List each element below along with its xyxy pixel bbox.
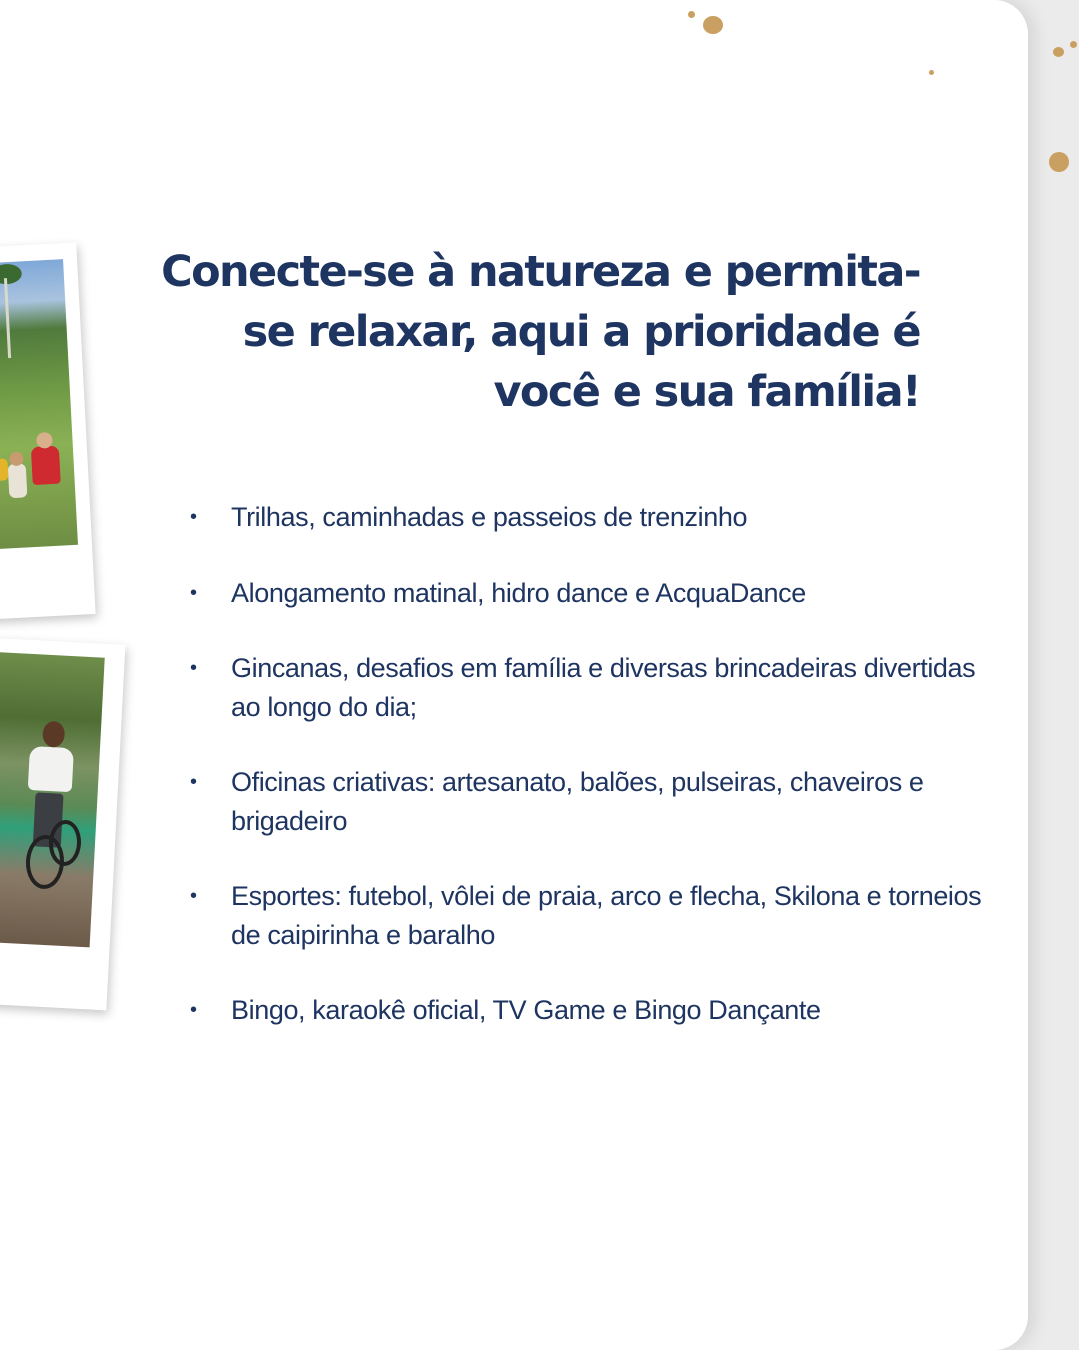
- photo-image: [0, 259, 78, 551]
- yellow-figure: [0, 458, 9, 481]
- gold-splatter-decoration: [688, 11, 695, 18]
- palm-trunk: [4, 278, 11, 358]
- activity-text: Esportes: futebol, vôlei de praia, arco e flecha, Skilona e torneios de caipirinha e baralho: [231, 881, 982, 950]
- gold-splatter-decoration: [929, 70, 934, 75]
- activity-text: Gincanas, desafios em família e diversas brincadeiras divertidas ao longo do dia;: [231, 653, 976, 722]
- cyclist-shirt: [28, 746, 74, 792]
- list-item: [190, 763, 990, 840]
- list-item: [190, 574, 990, 613]
- list-item: [190, 649, 990, 726]
- child-figure: [8, 463, 28, 498]
- headline: Conecte-se à natureza e permita-se relaxar, aqui a prioridade é você e sua família!: [161, 247, 920, 417]
- gold-splatter-decoration: [1053, 47, 1064, 57]
- list-item: [190, 877, 990, 954]
- bullet-icon: •: [190, 506, 197, 528]
- list-item: [190, 498, 990, 537]
- list-item: [190, 991, 990, 1030]
- person-red: [31, 446, 61, 485]
- activities-list: [190, 498, 990, 1067]
- activity-text: Alongamento matinal, hidro dance e AcquaDance: [231, 577, 806, 608]
- cycling-photo: [0, 636, 125, 1011]
- gold-splatter-decoration: [1049, 152, 1069, 172]
- bike-wheel: [48, 819, 82, 867]
- photo-image: [0, 650, 105, 947]
- bullet-icon: •: [190, 885, 197, 907]
- bullet-icon: •: [190, 771, 197, 793]
- activity-text: Oficinas criativas: artesanato, balões, pulseiras, chaveiros e brigadeiro: [231, 767, 924, 836]
- activity-text: Trilhas, caminhadas e passeios de trenzinho: [231, 502, 748, 532]
- gold-splatter-decoration: [703, 16, 723, 34]
- activity-text: Bingo, karaokê oficial, TV Game e Bingo Dançante: [231, 995, 821, 1025]
- bullet-icon: •: [190, 657, 197, 679]
- bullet-icon: •: [190, 581, 197, 604]
- bullet-icon: •: [190, 999, 197, 1021]
- gold-splatter-decoration: [1070, 41, 1077, 48]
- cyclist-head: [42, 721, 65, 748]
